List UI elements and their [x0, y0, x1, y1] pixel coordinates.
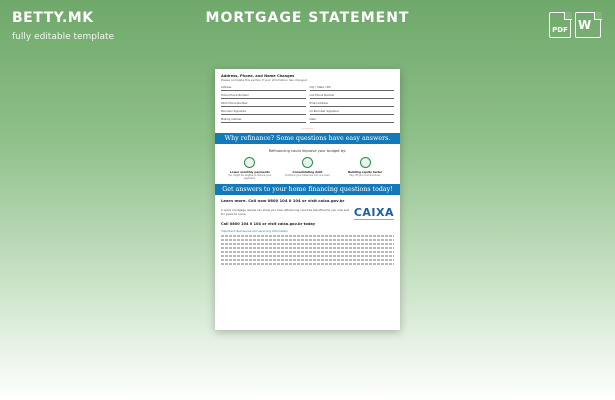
feature-item — [282, 157, 332, 180]
feature-text: Combine your balances into one loan. — [284, 174, 331, 178]
feature-label: Consolidating debt — [292, 170, 323, 175]
form-field: Co-Borrower Signature — [310, 110, 395, 115]
document-preview[interactable] — [215, 69, 400, 330]
form-row — [221, 118, 394, 123]
form-field: Date — [310, 118, 395, 123]
feature-label: Lower monthly payments — [229, 170, 270, 175]
feature-item — [340, 157, 390, 180]
refinance-subtitle: Refinancing could improve your budget by: — [268, 149, 347, 154]
form-field: Cell Phone Number — [310, 94, 395, 99]
feature-text: You might be eligible to reduce your payment. — [228, 174, 272, 181]
caixa-row — [221, 206, 394, 219]
fine-print — [221, 263, 394, 265]
word-file-icon[interactable] — [575, 12, 601, 38]
format-buttons — [549, 12, 601, 38]
form-row — [221, 102, 394, 107]
doc-divider-note: ———— — [301, 126, 314, 131]
feature-list — [221, 157, 394, 180]
feature-label: Building equity faster — [347, 170, 383, 175]
caixa-text: A quick mortgage review can show you how refinancing could be beneficial to you now and for years to come. — [221, 208, 350, 216]
financing-banner: Get answers to your home financing questions today! — [215, 184, 400, 195]
fine-print — [221, 259, 394, 261]
form-field: Address — [221, 86, 306, 91]
word-label: W — [578, 18, 592, 32]
feature-text: Pay off your home sooner. — [349, 174, 381, 178]
form-field: Work Phone Number — [221, 102, 306, 107]
feature-item — [225, 157, 275, 180]
disclosure-link: Important disclosures and servicing information — [221, 229, 288, 234]
money-icon — [244, 157, 255, 168]
call-line: Call 0800 104 0 104 or visit caixa.gov.br today — [221, 222, 316, 227]
brand-tagline: fully editable template — [12, 32, 115, 42]
form-row — [221, 94, 394, 99]
fine-print — [221, 247, 394, 249]
fine-print — [221, 255, 394, 257]
form-row — [221, 86, 394, 91]
pdf-label: PDF — [552, 26, 568, 34]
debt-icon — [302, 157, 313, 168]
page-title: MORTGAGE STATEMENT — [205, 10, 410, 26]
refinance-banner: Why refinance? Some questions have easy answers. — [215, 133, 400, 144]
brand-logo[interactable]: BETTY.MK — [12, 10, 94, 26]
form-field: Mailing Address — [221, 118, 306, 123]
form-field: Borrower Signature — [221, 110, 306, 115]
doc-form — [221, 86, 394, 123]
doc-header — [221, 74, 394, 82]
fine-print — [221, 235, 394, 237]
house-icon — [360, 157, 371, 168]
fine-print — [221, 239, 394, 241]
form-row — [221, 110, 394, 115]
fine-print — [221, 243, 394, 245]
pdf-file-icon[interactable] — [549, 12, 571, 38]
doc-heading: Address, Phone, and Name Changes — [221, 74, 295, 78]
form-field: Home Phone Number — [221, 94, 306, 99]
form-field: Email Address — [310, 102, 395, 107]
fine-print — [221, 251, 394, 253]
caixa-logo: CAIXA — [353, 206, 394, 220]
form-field: City / State / ZIP — [310, 86, 395, 91]
cta-line: Learn more. Call now 0800 104 0 104 or visit caixa.gov.br — [221, 198, 345, 204]
doc-heading-sub: Please complete this section if your information has changed. — [221, 77, 308, 82]
